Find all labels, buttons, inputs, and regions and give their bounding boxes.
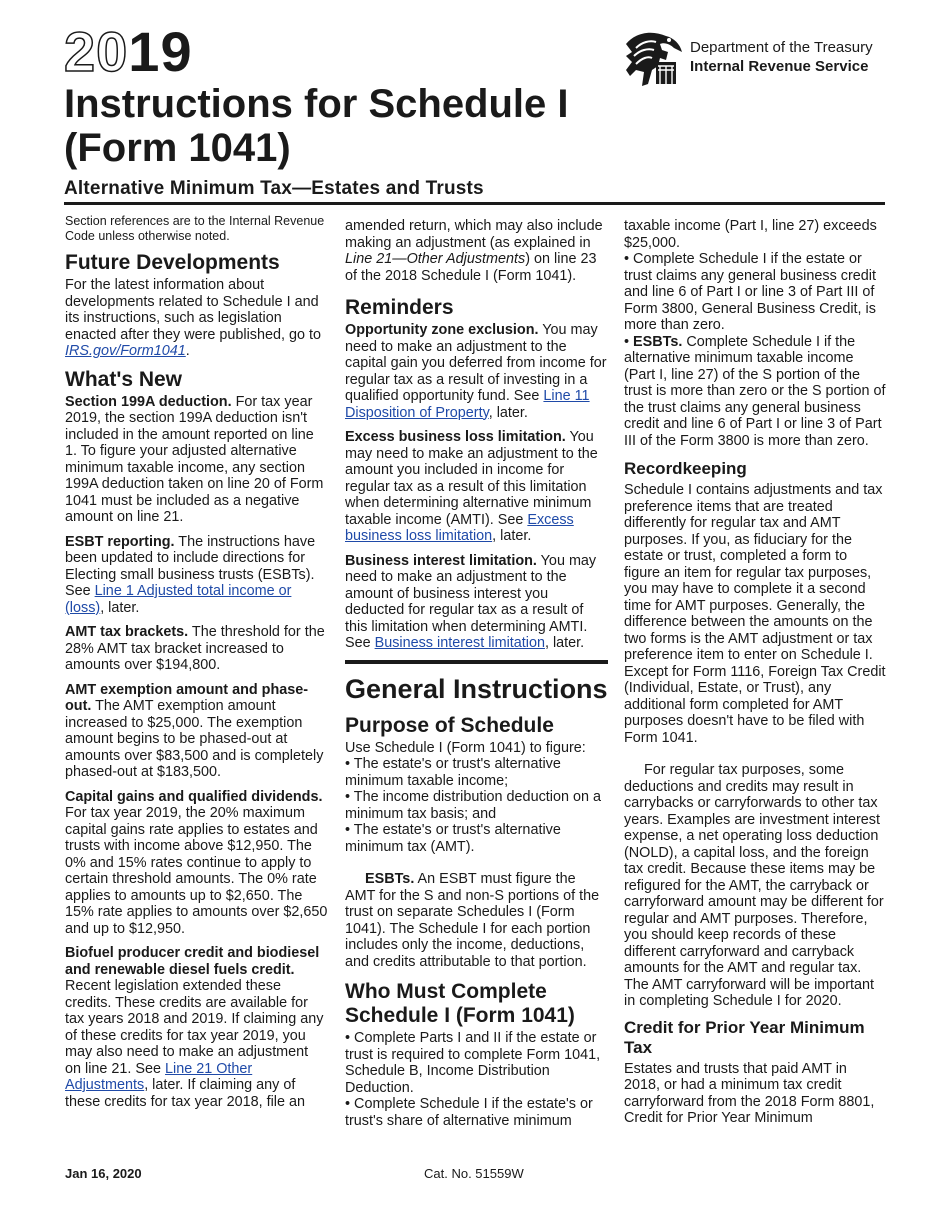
purpose-bullet-3: • The estate's or trust's alternative minimum tax (AMT).: [345, 822, 608, 855]
footer-date: Jan 16, 2020: [65, 1166, 142, 1181]
line21-other-adjustments-link[interactable]: Line 21 Other Adjustments: [65, 1060, 253, 1093]
future-paragraph: For the latest information about developments related to Schedule I and its instructions, such as legislation enacted after they were published, go to IRS.gov/Form1041.: [65, 277, 322, 359]
recordkeeping-paragraph-1: Schedule I contains adjustments and tax preference items that are treated differently for regular tax and AMT purposes. If you, as fiduciary for the estate or trust, completed a form to figure an item for regular tax purposes, you may have to complete it a second time for AMT purposes. Generally, the difference between the amounts on the two forms is the AMT adjustment or tax preference item to enter on Schedule I. Except for Form 1116, Foreign Tax Credit (Individual, Estate, or Trust), any additional form completed for AMT purposes doesn't have to be filed with Form 1041.: [624, 482, 886, 746]
esbt-reporting-paragraph: ESBT reporting. The instructions have been updated to include directions for Electing small business trusts (ESBTs). See Line 1 Adjusted total income or (loss), later.: [65, 533, 316, 616]
page-title: [64, 82, 624, 170]
column-2: [345, 214, 608, 1129]
column-3: [624, 214, 886, 1135]
purpose-intro: Use Schedule I (Form 1041) to figure:: [345, 739, 586, 756]
heading-recordkeeping: Recordkeeping: [624, 459, 747, 478]
amt-brackets-paragraph: AMT tax brackets. The threshold for the 28% AMT tax bracket increased to amounts over $194,800.: [65, 624, 325, 673]
amt-exemption-paragraph: AMT exemption amount and phase-out. The AMT exemption amount increased to $25,000. The exemption amount begins to be phased-out at amounts over $83,500 and is completely phased-out at $183,500.: [65, 681, 324, 780]
heading-future-developments: Future Developments: [65, 251, 280, 274]
recordkeeping-paragraph-2: For regular tax purposes, some deductions and credits may result in carrybacks or carryforwards to other tax years. Examples are investment interest expense, a net operating loss deduction (NOLD), a capital loss, and the foreign tax credit. Because these items may be refigured for the AMT, the carryback or carryforward amount may be different for regular and AMT purposes. Therefore, you should keep records of these different carryforward and carryback amounts for the AMT and regular tax. The AMT carryforward will be important in completing Schedule I for 2020.: [624, 762, 884, 1009]
intro-note: Section references are to the Internal Revenue Code unless otherwise noted.: [65, 214, 325, 243]
opportunity-zone-paragraph: Opportunity zone exclusion. You may need to make an adjustment to the capital gain you deferred from income for regular tax as a result of investing in a qualified opportunity fund. See Line 11 Disposition of Property, later.: [345, 322, 607, 421]
irs-eagle-logo: [622, 30, 684, 88]
excess-business-loss-link[interactable]: Excess business loss limitation: [345, 511, 574, 544]
year-prefix: 20: [64, 20, 129, 83]
heading-reminders: Reminders: [345, 296, 454, 319]
line1-adjusted-income-link[interactable]: Line 1 Adjusted total income or (loss): [65, 583, 292, 616]
heading-purpose-of-schedule: Purpose of Schedule: [345, 713, 554, 737]
who-continued: taxable income (Part I, line 27) exceeds $25,000.: [624, 218, 877, 251]
who-bullet-1: • Complete Parts I and II if the estate or trust is required to complete Form 1041, Schedule B, Income Distribution Deduction.: [345, 1030, 608, 1096]
heading-general-instructions: General Instructions: [345, 660, 608, 704]
agency-block: [622, 30, 912, 90]
page-subtitle: Alternative Minimum Tax—Estates and Trusts: [64, 178, 484, 199]
business-interest-link[interactable]: Business interest limitation: [374, 635, 545, 651]
header-rule: [64, 202, 885, 205]
agency-line-1: Department of the Treasury: [690, 39, 873, 56]
biofuel-paragraph: Biofuel producer credit and biodiesel and renewable diesel fuels credit. Recent legislation extended these credits. These credits are available for tax years 2018 and 2019. If claiming any of these credits for tax year 2019, you may also need to make an adjustment on line 21. See Line 21 Other Adjustments, later. If claiming any of these credits for tax year 2018, file an: [65, 945, 324, 1110]
agency-line-2: Internal Revenue Service: [690, 58, 869, 75]
heading-whats-new: What's New: [65, 367, 183, 391]
purpose-bullet-1: • The estate's or trust's alternative minimum taxable income;: [345, 756, 608, 789]
amended-return-paragraph: amended return, which may also include making an adjustment (as explained in Line 21—Other Adjustments) on line 23 of the 2018 Schedule I (Form 1041).: [345, 218, 603, 284]
irs-form1041-link[interactable]: IRS.gov/Form1041: [65, 343, 186, 359]
heading-credit-prior-year: Credit for Prior Year Minimum Tax: [624, 1017, 865, 1057]
catalog-number: Cat. No. 51559W: [424, 1166, 524, 1181]
capital-gains-paragraph: Capital gains and qualified dividends. For tax year 2019, the 20% maximum capital gains rate applies to estates and trusts with income above $12,950. The 0% and 15% rates continue to apply to certain threshold amounts. The 0% rate applies to amounts up to $2,650. The 15% rate applies to amounts over $2,650 and up to $12,950.: [65, 788, 328, 937]
title-line-1: Instructions for Schedule I: [64, 82, 569, 126]
spacer: [624, 754, 886, 762]
excess-business-loss-paragraph: Excess business loss limitation. You may need to make an adjustment to the amount you included in income for regular tax as a result of this limitation when determining alternative minimum taxable income (AMTI). See Excess business loss limitation, later.: [345, 429, 598, 544]
purpose-bullet-2: • The income distribution deduction on a minimum tax basis; and: [345, 789, 608, 822]
title-line-2: (Form 1041): [64, 126, 291, 170]
form-year: [64, 20, 193, 83]
who-bullet-4: • ESBTs. Complete Schedule I if the alternative minimum taxable income (Part I, line 27) of the S portion of the trust is more than zero or the S portion of the trust claims any general business credit and line 6 of Part I or line 3 of Part III of the Form 3800 is more than zero.: [624, 334, 886, 450]
credit-paragraph: Estates and trusts that paid AMT in 2018, or had a minimum tax credit carryforward from the 2018 Form 8801, Credit for Prior Year Minimum: [624, 1060, 875, 1126]
heading-who-must-complete: Who Must Complete Schedule I (Form 1041): [345, 980, 575, 1027]
esbts-paragraph: ESBTs. An ESBT must figure the AMT for the S and non-S portions of the trust on separate Schedules I (Form 1041). The Schedule I for each portion includes only the income, deductions, and credits attributable to that portion.: [345, 871, 600, 970]
section-199a-paragraph: Section 199A deduction. For tax year 2019, the section 199A deduction isn't included in the amount reported on line 1. To figure your adjusted alternative minimum taxable income, any section 199A deduction taken on line 20 of Form 1041 must be included as a negative amount on line 21.: [65, 393, 324, 525]
who-bullet-3: • Complete Schedule I if the estate or trust claims any general business credit and line 6 of Part I or line 3 of Part III of Form 3800, General Business Credit, is more than zero.: [624, 251, 886, 334]
business-interest-paragraph: Business interest limitation. You may need to make an adjustment to the amount of business interest you deducted for regular tax as a result of this limitation when determining AMTI. See Business interest limitation, later.: [345, 552, 597, 651]
spacer: [345, 855, 608, 863]
column-1: [65, 214, 328, 1118]
who-bullet-2: • Complete Schedule I if the estate's or trust's share of alternative minimum: [345, 1096, 608, 1129]
year-suffix: 19: [128, 20, 193, 83]
line11-disposition-link[interactable]: Line 11 Disposition of Property: [345, 388, 590, 421]
